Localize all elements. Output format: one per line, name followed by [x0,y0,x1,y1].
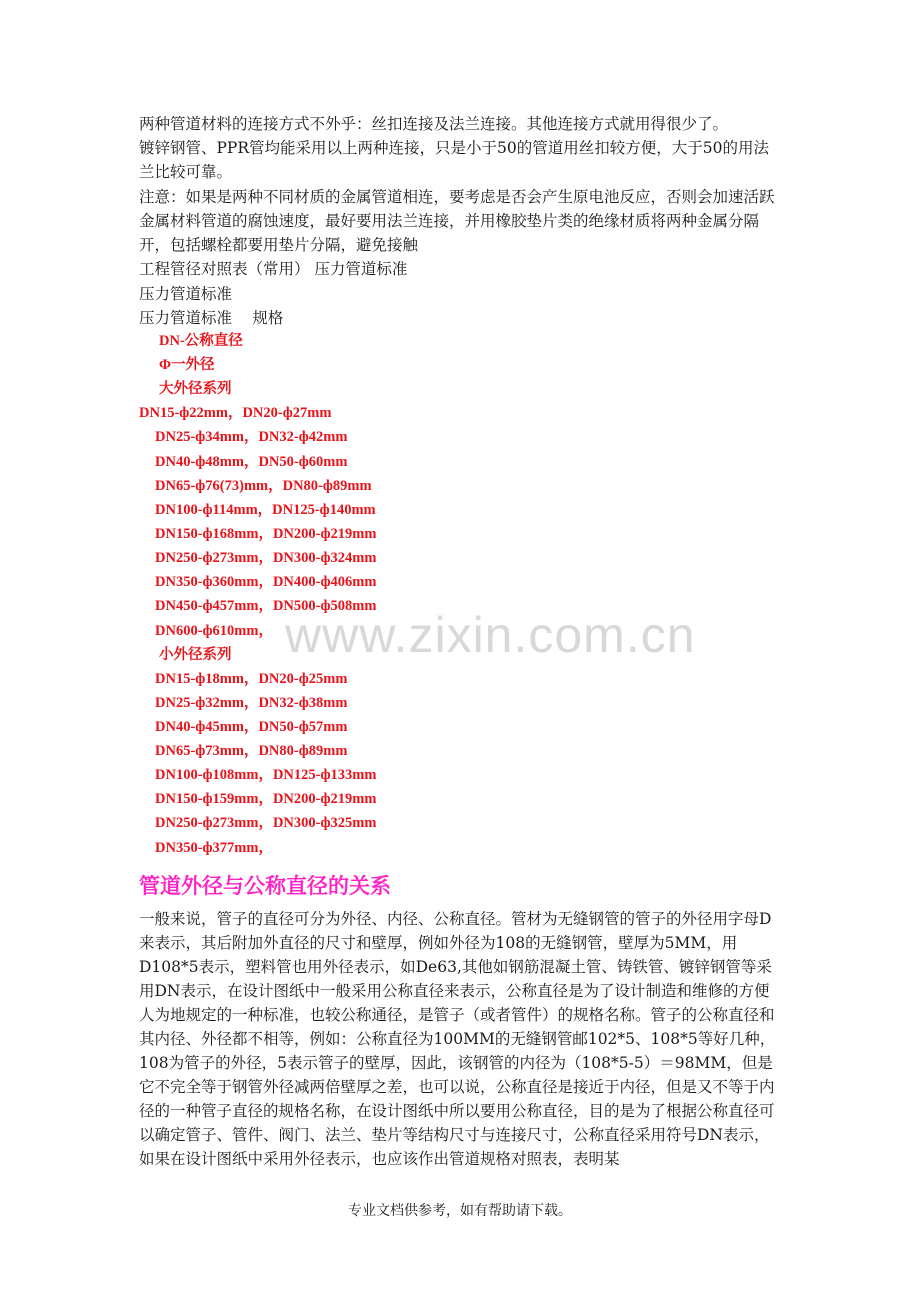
pressure-standard-spec-line: 压力管道标准 规格 [139,309,284,327]
intro-paragraph-1: 两种管道材料的连接方式不外乎：丝扣连接及法兰连接。其他连接方式就用得很少了。 [139,115,729,133]
large-series-row: DN40-ф48mm，DN50-ф60mm [155,454,348,470]
section-paragraph: 一般来说，管子的直径可分为外径、内径、公称直径。管材为无缝钢管的管子的外径用字母D来表示，其后附加外直径的尺寸和壁厚，例如外径为108的无缝钢管，壁厚为5MM，用D108*5表示，塑料管也用外径表示，如De63,其他如钢筋混凝土管、铸铁管、镀锌钢管等采用DN表示，在设计图纸中一般采用公称直径来表示，公称直径是为了设计制造和维修的方便人为地规定的一种标准，也较公称通径，是管子（或者管件）的规格名称。管子的公称直径和其内径、外径都不相等，例如：公称直径为100MM的无缝钢管邮102*5、108*5等好几种，108为管子的外径，5表示管子的壁厚，因此，该钢管的内径为（108*5-5）＝98MM，但是它不完全等于钢管外径减两倍壁厚之差，也可以说，公称直径是接近于内径，但是又不等于内径的一种管子直径的规格名称，在设计图纸中所以要用公称直径，目的是为了根据公称直径可以确定管子、管件、阀门、法兰、垫片等结构尺寸与连接尺寸，公称直径采用符号DN表示，如果在设计图纸中采用外径表示，也应该作出管道规格对照表，表明某 [139,910,776,1168]
intro-paragraph-2: 镀锌钢管、PPR管均能采用以上两种连接，只是小于50的管道用丝扣较方便，大于50的用法兰比较可靠。 [139,139,769,181]
intro-paragraph-note: 注意：如果是两种不同材质的金属管道相连，要考虑是否会产生原电池反应，否则会加速活跃金属材料管道的腐蚀速度，最好要用法兰连接，并用橡胶垫片类的绝缘材质将两种金属分隔开，包括螺栓都要用垫片分隔，避免接触 [139,188,775,254]
small-series-row: DN100-ф108mm，DN125-ф133mm [155,767,377,783]
small-series-label: 小外径系列 [159,647,232,663]
large-series-row: DN600-ф610mm， [155,623,273,639]
large-series-row: DN150-ф168mm，DN200-ф219mm [155,526,377,542]
small-series-row: DN15-ф18mm，DN20-ф25mm [155,671,348,687]
large-series-label: 大外径系列 [159,381,232,397]
phi-label: Φ一外径 [159,357,215,373]
small-series-row: DN150-ф159mm，DN200-ф219mm [155,791,377,807]
large-series-row: DN100-ф114mm，DN125-ф140mm [155,502,376,518]
large-series-row: DN65-ф76(73)mm，DN80-ф89mm [155,478,372,494]
dn-label: DN-公称直径 [159,333,243,349]
small-series-row: DN250-ф273mm，DN300-ф325mm [155,815,377,831]
large-series-row: DN350-ф360mm，DN400-ф406mm [155,574,377,590]
large-series-row: DN450-ф457mm，DN500-ф508mm [155,598,377,614]
small-series-row: DN350-ф377mm， [155,840,273,856]
section-heading: 管道外径与公称直径的关系 [139,874,391,898]
large-series-row: DN25-ф34mm，DN32-ф42mm [155,429,348,445]
site-watermark: www.zixin.com.cn [285,607,696,663]
large-series-row: DN250-ф273mm，DN300-ф324mm [155,550,377,566]
small-series-row: DN40-ф45mm，DN50-ф57mm [155,719,348,735]
small-series-row: DN65-ф73mm，DN80-ф89mm [155,743,348,759]
pressure-standard-line: 压力管道标准 [139,285,233,303]
table-title-line: 工程管径对照表（常用） 压力管道标准 [139,260,408,278]
large-series-row: DN15-ф22mm，DN20-ф27mm [139,405,332,421]
small-series-row: DN25-ф32mm，DN32-ф38mm [155,695,348,711]
page-footer: 专业文档供参考，如有帮助请下载。 [348,1203,572,1219]
